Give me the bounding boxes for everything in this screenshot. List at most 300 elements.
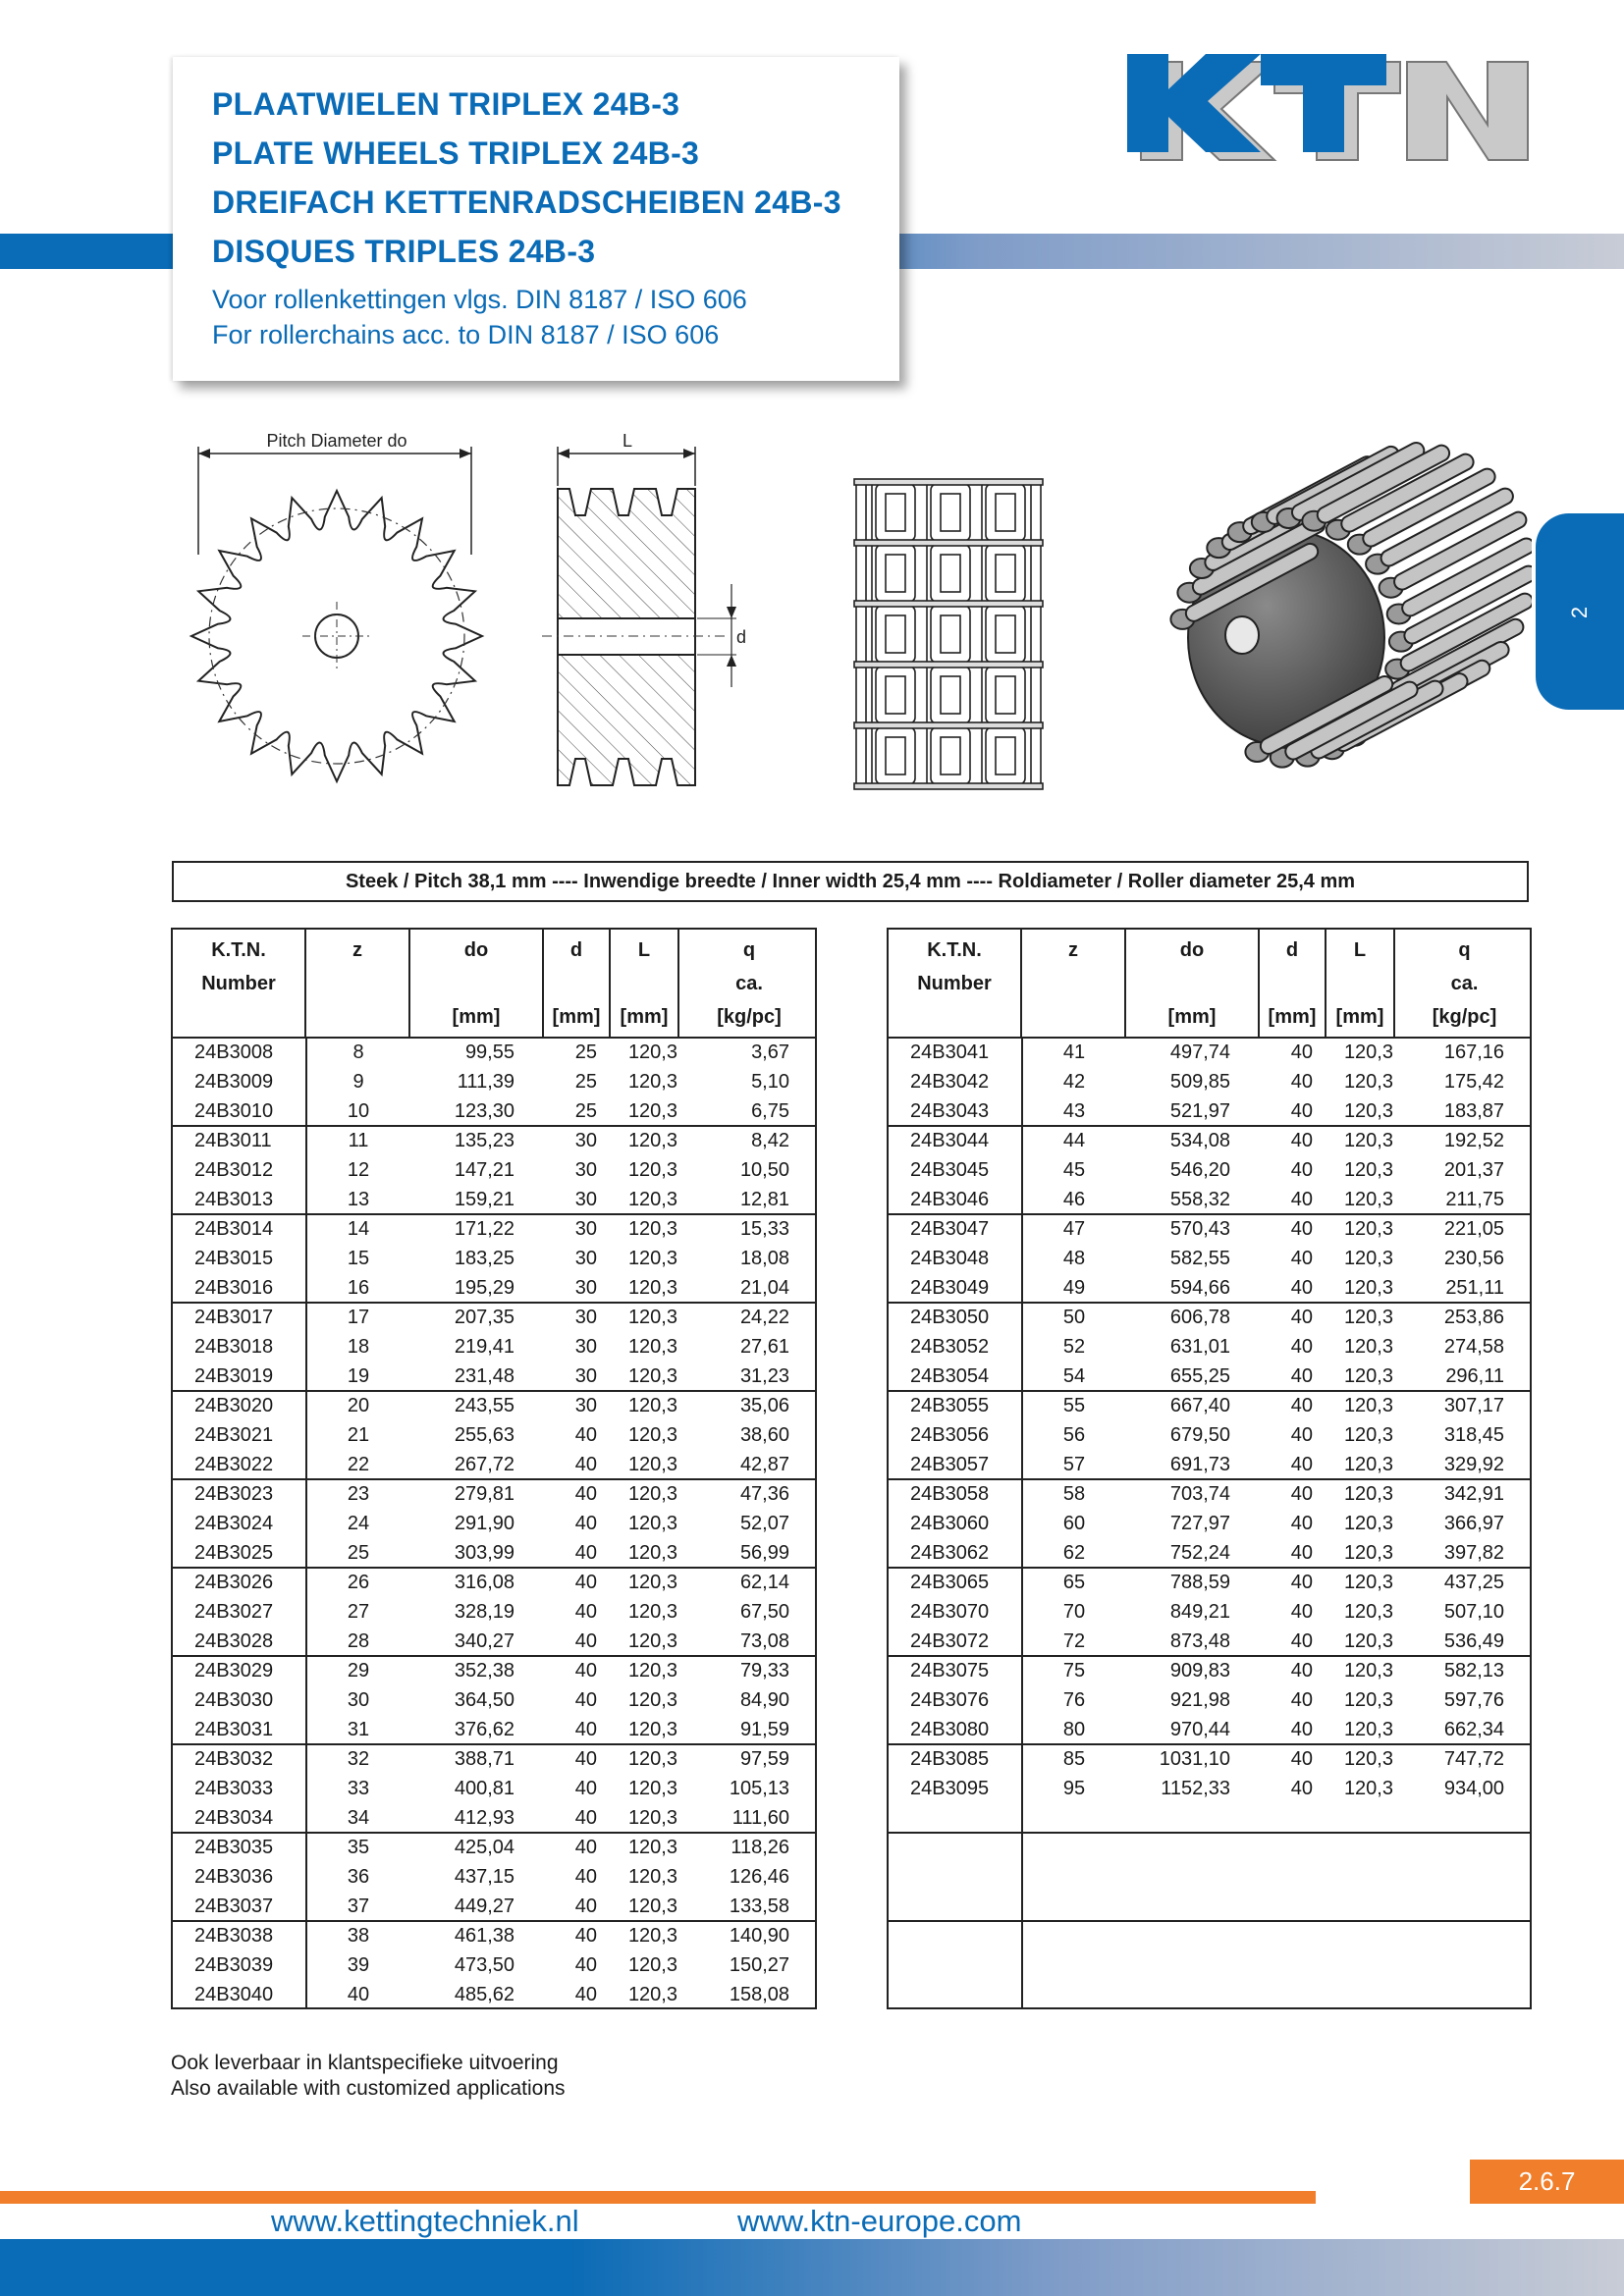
table-row [173, 1981, 815, 2010]
cell-knt-number: 24B3065 [910, 1572, 990, 1593]
cell-z: 34 [347, 1807, 370, 1829]
cell-q: 52,07 [739, 1513, 789, 1534]
ktn-logo [1127, 54, 1536, 167]
cell-z: 25 [347, 1542, 370, 1564]
bore-label: d [736, 627, 747, 647]
table-row [889, 1156, 1530, 1186]
cell-L: 120,3 [627, 1748, 677, 1770]
cell-L: 120,3 [1343, 1307, 1393, 1328]
table-row [889, 1510, 1530, 1539]
cell-q: 15,33 [739, 1218, 789, 1240]
cell-knt-number: 24B3028 [194, 1630, 274, 1652]
cell-knt-number: 24B3040 [194, 1984, 274, 2005]
row-group [173, 1657, 815, 1745]
cell-L: 120,3 [1343, 1248, 1393, 1269]
cell-L: 120,3 [1343, 1395, 1393, 1416]
table-row [889, 1333, 1530, 1362]
title-fr: DISQUES TRIPLES 24B-3 [212, 234, 596, 269]
cell-knt-number: 24B3018 [194, 1336, 274, 1358]
cell-knt-number: 24B3009 [194, 1071, 274, 1093]
cell-z: 80 [1062, 1719, 1086, 1740]
cell-d: 40 [1290, 1159, 1313, 1181]
cell-z: 36 [347, 1866, 370, 1888]
cell-q: 27,61 [739, 1336, 789, 1358]
cell-do: 352,38 [454, 1660, 514, 1682]
cell-d: 40 [574, 1778, 597, 1799]
table-row [173, 1863, 815, 1893]
cell-q: 507,10 [1443, 1601, 1504, 1623]
table-row [173, 1097, 815, 1127]
cell-do: 99,55 [464, 1041, 514, 1063]
cell-z: 23 [347, 1483, 370, 1505]
cell-do: 667,40 [1169, 1395, 1230, 1416]
cell-z: 12 [347, 1159, 370, 1181]
row-group [173, 1834, 815, 1922]
table-row [173, 1421, 815, 1451]
cell-z: 45 [1062, 1159, 1086, 1181]
cell-z: 33 [347, 1778, 370, 1799]
cell-d: 40 [574, 1601, 597, 1623]
cell-L: 120,3 [627, 1984, 677, 2005]
cell-knt-number: 24B3085 [910, 1748, 990, 1770]
table-row [889, 1215, 1530, 1245]
cell-q: 18,08 [739, 1248, 789, 1269]
cell-do: 655,25 [1169, 1365, 1230, 1387]
row-group [173, 1569, 815, 1657]
table-row [889, 1039, 1530, 1068]
notes [171, 2051, 566, 2102]
cell-q: 62,14 [739, 1572, 789, 1593]
cell-z: 54 [1062, 1365, 1086, 1387]
cell-L: 120,3 [1343, 1100, 1393, 1122]
cell-z: 65 [1062, 1572, 1086, 1593]
cell-q: 582,13 [1443, 1660, 1504, 1682]
cell-d: 30 [574, 1365, 597, 1387]
cell-z: 22 [347, 1454, 370, 1475]
cell-L: 120,3 [627, 1601, 677, 1623]
cell-q: 12,81 [739, 1189, 789, 1210]
cell-d: 40 [1290, 1601, 1313, 1623]
table-row [889, 1068, 1530, 1097]
cell-do: 909,83 [1169, 1660, 1230, 1682]
cell-z: 10 [347, 1100, 370, 1122]
cell-q: 167,16 [1443, 1041, 1504, 1063]
url-kettingtechniek[interactable]: www.kettingtechniek.nl [271, 2204, 579, 2238]
chapter-tab[interactable] [1536, 513, 1624, 710]
cell-knt-number: 24B3060 [910, 1513, 990, 1534]
title-en: PLATE WHEELS TRIPLEX 24B-3 [212, 135, 700, 171]
cell-do: 183,25 [454, 1248, 514, 1269]
cell-do: 546,20 [1169, 1159, 1230, 1181]
cell-d: 40 [574, 1424, 597, 1446]
cell-d: 25 [574, 1041, 597, 1063]
cell-do: 485,62 [454, 1984, 514, 2005]
cell-d: 40 [574, 1807, 597, 1829]
cell-z: 13 [347, 1189, 370, 1210]
cell-do: 788,59 [1169, 1572, 1230, 1593]
cell-d: 40 [1290, 1483, 1313, 1505]
cell-L: 120,3 [1343, 1630, 1393, 1652]
cell-L: 120,3 [627, 1424, 677, 1446]
cell-L: 120,3 [627, 1483, 677, 1505]
cell-knt-number: 24B3033 [194, 1778, 274, 1799]
cell-do: 631,01 [1169, 1336, 1230, 1358]
table-row [889, 1745, 1530, 1775]
cell-q: 42,87 [739, 1454, 789, 1475]
cell-do: 316,08 [454, 1572, 514, 1593]
cell-do: 243,55 [454, 1395, 514, 1416]
table-row [889, 1775, 1530, 1804]
cell-knt-number: 24B3036 [194, 1866, 274, 1888]
cell-q: 183,87 [1443, 1100, 1504, 1122]
cell-knt-number: 24B3034 [194, 1807, 274, 1829]
table-row [173, 1186, 815, 1215]
cell-d: 40 [1290, 1307, 1313, 1328]
cell-d: 40 [1290, 1395, 1313, 1416]
cell-d: 30 [574, 1130, 597, 1151]
cell-knt-number: 24B3008 [194, 1041, 274, 1063]
cell-z: 20 [347, 1395, 370, 1416]
cell-knt-number: 24B3042 [910, 1071, 990, 1093]
table-row [173, 1569, 815, 1598]
cell-L: 120,3 [1343, 1689, 1393, 1711]
cell-d: 40 [1290, 1424, 1313, 1446]
cell-do: 400,81 [454, 1778, 514, 1799]
cell-L: 120,3 [1343, 1748, 1393, 1770]
table-row [889, 1539, 1530, 1569]
row-group [173, 1304, 815, 1392]
cell-q: 84,90 [739, 1689, 789, 1711]
cell-d: 25 [574, 1100, 597, 1122]
table-row [173, 1775, 815, 1804]
cell-d: 40 [574, 1689, 597, 1711]
cell-knt-number: 24B3017 [194, 1307, 274, 1328]
cell-q: 158,08 [729, 1984, 789, 2005]
cell-d: 40 [1290, 1130, 1313, 1151]
cell-L: 120,3 [627, 1837, 677, 1858]
cell-q: 5,10 [751, 1071, 789, 1093]
cell-do: 473,50 [454, 1954, 514, 1976]
row-group [173, 1392, 815, 1480]
cell-q: 397,82 [1443, 1542, 1504, 1564]
table-row [173, 1598, 815, 1628]
table-row [173, 1451, 815, 1480]
cell-z: 56 [1062, 1424, 1086, 1446]
header-knt-number: K.T.N. Number [173, 930, 306, 1037]
row-group [889, 1834, 1530, 1922]
cell-d: 40 [574, 1719, 597, 1740]
note-nl: Ook leverbaar in klantspecifieke uitvoering [171, 2052, 559, 2074]
cell-knt-number: 24B3027 [194, 1601, 274, 1623]
cell-knt-number: 24B3030 [194, 1689, 274, 1711]
cell-knt-number: 24B3025 [194, 1542, 274, 1564]
cell-q: 366,97 [1443, 1513, 1504, 1534]
cell-q: 133,58 [729, 1896, 789, 1917]
cell-d: 40 [574, 1866, 597, 1888]
cell-q: 67,50 [739, 1601, 789, 1623]
cell-z: 47 [1062, 1218, 1086, 1240]
cell-q: 597,76 [1443, 1689, 1504, 1711]
cell-L: 120,3 [627, 1395, 677, 1416]
cell-knt-number: 24B3023 [194, 1483, 274, 1505]
cell-z: 75 [1062, 1660, 1086, 1682]
cell-d: 40 [1290, 1100, 1313, 1122]
cell-knt-number: 24B3049 [910, 1277, 990, 1299]
cell-z: 16 [347, 1277, 370, 1299]
cell-z: 27 [347, 1601, 370, 1623]
cell-L: 120,3 [627, 1572, 677, 1593]
cell-z: 41 [1062, 1041, 1086, 1063]
table-row [889, 1304, 1530, 1333]
cell-do: 340,27 [454, 1630, 514, 1652]
cell-d: 40 [1290, 1542, 1313, 1564]
cell-do: 606,78 [1169, 1307, 1230, 1328]
table-row [889, 1628, 1530, 1657]
cell-d: 30 [574, 1159, 597, 1181]
table-row [173, 1951, 815, 1981]
cell-do: 364,50 [454, 1689, 514, 1711]
cell-L: 120,3 [627, 1189, 677, 1210]
chapter-tab-label: 2 [1567, 606, 1592, 619]
cell-knt-number: 24B3072 [910, 1630, 990, 1652]
cell-d: 40 [574, 1748, 597, 1770]
cell-z: 95 [1062, 1778, 1086, 1799]
cell-z: 17 [347, 1307, 370, 1328]
cell-knt-number: 24B3052 [910, 1336, 990, 1358]
table-row [173, 1628, 815, 1657]
cell-knt-number: 24B3037 [194, 1896, 274, 1917]
header-d: d [mm] [1260, 930, 1326, 1037]
table-row [889, 1480, 1530, 1510]
cell-d: 30 [574, 1277, 597, 1299]
cell-do: 147,21 [454, 1159, 514, 1181]
cell-L: 120,3 [1343, 1365, 1393, 1387]
cell-knt-number: 24B3014 [194, 1218, 274, 1240]
table-row [889, 1362, 1530, 1392]
cell-do: 171,22 [454, 1218, 514, 1240]
cell-q: 747,72 [1443, 1748, 1504, 1770]
header-z: z [1022, 930, 1126, 1037]
cell-L: 120,3 [627, 1248, 677, 1269]
cell-z: 49 [1062, 1277, 1086, 1299]
cell-z: 9 [352, 1071, 364, 1093]
header-L: L [mm] [1326, 930, 1395, 1037]
cell-q: 21,04 [739, 1277, 789, 1299]
cell-knt-number: 24B3011 [194, 1130, 272, 1151]
cell-q: 662,34 [1443, 1719, 1504, 1740]
cell-L: 120,3 [1343, 1513, 1393, 1534]
cell-z: 72 [1062, 1630, 1086, 1652]
cell-L: 120,3 [1343, 1336, 1393, 1358]
row-group [889, 1392, 1530, 1480]
table-row [173, 1274, 815, 1304]
table-row [889, 1186, 1530, 1215]
table-row [173, 1127, 815, 1156]
spec-bar: Steek / Pitch 38,1 mm ---- Inwendige breedte / Inner width 25,4 mm ---- Roldiameter / Roller diameter 25,4 mm [172, 861, 1529, 902]
title-box [173, 57, 899, 381]
subtitle-nl: Voor rollenkettingen vlgs. DIN 8187 / ISO 606 [212, 285, 747, 314]
cell-q: 536,49 [1443, 1630, 1504, 1652]
cell-z: 70 [1062, 1601, 1086, 1623]
cell-do: 111,39 [457, 1071, 514, 1093]
cell-do: 703,74 [1169, 1483, 1230, 1505]
header-q: q ca. [kg/pc] [1432, 939, 1497, 1028]
table-row [173, 1392, 815, 1421]
cell-d: 40 [574, 1954, 597, 1976]
cell-z: 26 [347, 1572, 370, 1593]
table-row [173, 1480, 815, 1510]
table-row [889, 1686, 1530, 1716]
row-group [173, 1922, 815, 2010]
cell-d: 30 [574, 1248, 597, 1269]
cell-q: 253,86 [1443, 1307, 1504, 1328]
cell-do: 594,66 [1169, 1277, 1230, 1299]
cell-d: 30 [574, 1189, 597, 1210]
table-row [173, 1215, 815, 1245]
cell-knt-number: 24B3048 [910, 1248, 990, 1269]
table-row [173, 1304, 815, 1333]
cell-d: 25 [574, 1071, 597, 1093]
table-row [173, 1716, 815, 1745]
table-row [173, 1804, 815, 1834]
cell-d: 40 [1290, 1277, 1313, 1299]
cell-q: 934,00 [1443, 1778, 1504, 1799]
cell-L: 120,3 [627, 1454, 677, 1475]
cell-L: 120,3 [627, 1719, 677, 1740]
cell-d: 40 [574, 1925, 597, 1947]
cell-L: 120,3 [1343, 1719, 1393, 1740]
cell-z: 62 [1062, 1542, 1086, 1564]
table-right [887, 928, 1532, 2009]
cell-do: 752,24 [1169, 1542, 1230, 1564]
cell-d: 30 [574, 1218, 597, 1240]
header-z: z [306, 930, 410, 1037]
cell-L: 120,3 [627, 1100, 677, 1122]
table-row [173, 1362, 815, 1392]
cell-do: 207,35 [454, 1307, 514, 1328]
cell-L: 120,3 [1343, 1572, 1393, 1593]
cell-z: 37 [347, 1896, 370, 1917]
table-row [173, 1745, 815, 1775]
row-group [889, 1480, 1530, 1569]
table-row [889, 1716, 1530, 1745]
cell-z: 43 [1062, 1100, 1086, 1122]
table-row [173, 1539, 815, 1569]
cell-d: 40 [574, 1896, 597, 1917]
cell-q: 38,60 [739, 1424, 789, 1446]
cell-z: 30 [347, 1689, 370, 1711]
title-de: DREIFACH KETTENRADSCHEIBEN 24B-3 [212, 185, 841, 220]
cell-q: 97,59 [739, 1748, 789, 1770]
cell-L: 120,3 [1343, 1542, 1393, 1564]
cell-d: 40 [574, 1483, 597, 1505]
cell-do: 135,23 [454, 1130, 514, 1151]
side-view [542, 431, 746, 785]
cell-knt-number: 24B3062 [910, 1542, 990, 1564]
cell-q: 307,17 [1443, 1395, 1504, 1416]
cell-q: 118,26 [731, 1837, 789, 1858]
cell-z: 18 [347, 1336, 370, 1358]
cell-knt-number: 24B3022 [194, 1454, 274, 1475]
cell-z: 46 [1062, 1189, 1086, 1210]
cell-L: 120,3 [1343, 1454, 1393, 1475]
cell-q: 91,59 [739, 1719, 789, 1740]
cell-knt-number: 24B3056 [910, 1424, 990, 1446]
footer-band [0, 2239, 1624, 2296]
cell-L: 120,3 [627, 1689, 677, 1711]
cell-knt-number: 24B3013 [194, 1189, 274, 1210]
cell-knt-number: 24B3070 [910, 1601, 990, 1623]
table-row [173, 1245, 815, 1274]
cell-L: 120,3 [627, 1660, 677, 1682]
cell-L: 120,3 [627, 1277, 677, 1299]
header-q: q ca. [kg/pc] [717, 939, 782, 1028]
cell-knt-number: 24B3019 [194, 1365, 274, 1387]
cell-knt-number: 24B3095 [910, 1778, 990, 1799]
chain-view [854, 479, 1043, 789]
cell-q: 35,06 [739, 1395, 789, 1416]
cell-z: 52 [1062, 1336, 1086, 1358]
cell-do: 1152,33 [1161, 1778, 1230, 1799]
cell-L: 120,3 [627, 1896, 677, 1917]
cell-d: 40 [574, 1513, 597, 1534]
cell-do: 388,71 [454, 1748, 514, 1770]
cell-knt-number: 24B3043 [910, 1100, 990, 1122]
table-row [889, 1421, 1530, 1451]
cell-z: 11 [348, 1130, 369, 1151]
cell-z: 38 [347, 1925, 370, 1947]
cell-knt-number: 24B3031 [194, 1719, 274, 1740]
cell-z: 50 [1062, 1307, 1086, 1328]
row-group [173, 1745, 815, 1834]
cell-knt-number: 24B3026 [194, 1572, 274, 1593]
cell-z: 8 [352, 1041, 364, 1063]
cell-do: 303,99 [454, 1542, 514, 1564]
cell-q: 175,42 [1443, 1071, 1504, 1093]
cell-d: 40 [1290, 1572, 1313, 1593]
cell-knt-number: 24B3024 [194, 1513, 274, 1534]
cell-d: 40 [1290, 1748, 1313, 1770]
title-nl: PLAATWIELEN TRIPLEX 24B-3 [212, 86, 680, 122]
cell-do: 412,93 [454, 1807, 514, 1829]
row-group [889, 1922, 1530, 2010]
note-en: Also available with customized applications [171, 2077, 566, 2100]
cell-L: 120,3 [1343, 1189, 1393, 1210]
url-ktn-europe[interactable]: www.ktn-europe.com [737, 2204, 1022, 2238]
cell-z: 35 [347, 1837, 370, 1858]
cell-q: 47,36 [739, 1483, 789, 1505]
cell-q: 126,46 [729, 1866, 789, 1888]
table-row [173, 1657, 815, 1686]
cell-d: 40 [1290, 1189, 1313, 1210]
cell-knt-number: 24B3054 [910, 1365, 990, 1387]
cell-q: 73,08 [739, 1630, 789, 1652]
table-row [889, 1451, 1530, 1480]
table-row [173, 1686, 815, 1716]
cell-do: 123,30 [454, 1100, 514, 1122]
cell-z: 42 [1062, 1071, 1086, 1093]
table-row [173, 1510, 815, 1539]
cell-d: 40 [1290, 1248, 1313, 1269]
cell-L: 120,3 [627, 1778, 677, 1799]
cell-d: 30 [574, 1395, 597, 1416]
cell-knt-number: 24B3057 [910, 1454, 990, 1475]
table-row [889, 1657, 1530, 1686]
cell-d: 40 [1290, 1660, 1313, 1682]
cell-z: 31 [347, 1719, 370, 1740]
header-d: d [mm] [544, 930, 611, 1037]
technical-drawings [177, 407, 1532, 859]
